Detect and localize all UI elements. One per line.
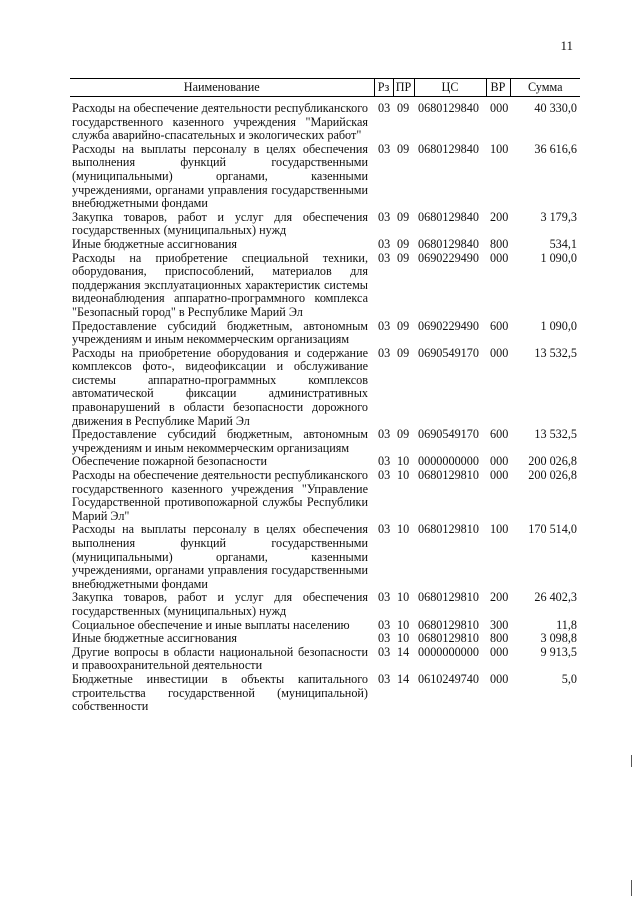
row-pr: 09: [397, 209, 410, 224]
row-vr: 800: [490, 631, 509, 646]
row-name: Расходы на обеспечение деятельности республиканского государственного казенного учреждения "Управление Государственной противопожарной службы Республики Марий Эл": [72, 468, 368, 523]
row-sum: 1 090,0: [540, 318, 577, 333]
table-header: [70, 79, 580, 97]
col-header-vr: ВР: [486, 79, 510, 97]
col-header-rz: Рз: [374, 79, 393, 97]
row-cs: 0680129810: [418, 590, 479, 605]
row-rz: 03: [378, 236, 391, 251]
row-cs: 0690549170: [418, 345, 479, 360]
row-vr: 800: [490, 236, 509, 251]
row-sum: 36 616,6: [534, 141, 577, 156]
table-row: [70, 673, 580, 714]
table-row: [70, 455, 580, 469]
row-vr: 000: [490, 345, 509, 360]
table-row: [70, 619, 580, 633]
table-row: [70, 632, 580, 646]
row-name: Обеспечение пожарной безопасности: [72, 454, 268, 469]
row-rz: 03: [378, 318, 391, 333]
row-name: Иные бюджетные ассигнования: [72, 236, 238, 251]
row-name: Закупка товаров, работ и услуг для обеспечения государственных (муниципальных) нужд: [72, 590, 368, 618]
row-name: Иные бюджетные ассигнования: [72, 631, 238, 646]
row-vr: 200: [490, 590, 509, 605]
row-rz: 03: [378, 427, 391, 442]
row-vr: 000: [490, 101, 509, 115]
row-sum: 40 330,0: [534, 101, 577, 115]
row-rz: 03: [378, 345, 391, 360]
row-sum: 11,8: [556, 617, 577, 632]
row-name: Предоставление субсидий бюджетным, автономным учреждениям и иным некоммерческим организациям: [72, 427, 368, 455]
row-pr: 09: [397, 427, 410, 442]
row-sum: 170 514,0: [528, 522, 577, 537]
row-cs: 0680129810: [418, 522, 479, 537]
row-pr: 14: [397, 644, 410, 659]
row-vr: 100: [490, 522, 509, 537]
row-sum: 200 026,8: [528, 468, 577, 483]
row-pr: 09: [397, 345, 410, 360]
row-cs: 0690229490: [418, 318, 479, 333]
col-header-sum: Сумма: [510, 79, 580, 97]
row-sum: 1 090,0: [540, 250, 577, 265]
table-row: [70, 646, 580, 673]
row-pr: 14: [397, 671, 410, 686]
row-name: Расходы на выплаты персоналу в целях обеспечения выполнения функций государственными (муниципальными) органами, казенными учреждениями, органами управления государственными внебюджетными фондами: [72, 141, 368, 211]
table-row: [70, 252, 580, 320]
row-rz: 03: [378, 141, 391, 156]
row-sum: 3 179,3: [540, 209, 577, 224]
row-cs: 0680129840: [418, 141, 479, 156]
margin-mark: [631, 755, 632, 767]
row-rz: 03: [378, 468, 391, 483]
row-name: Предоставление субсидий бюджетным, автономным учреждениям и иным некоммерческим организациям: [72, 318, 368, 347]
row-name: Другие вопросы в области национальной безопасности и правоохранительной деятельности: [72, 644, 368, 673]
row-pr: 09: [397, 101, 410, 115]
table-row: [70, 211, 580, 238]
table-row: [70, 320, 580, 347]
row-cs: 0000000000: [418, 644, 479, 659]
row-vr: 000: [490, 671, 509, 686]
row-rz: 03: [378, 250, 391, 265]
row-rz: 03: [378, 209, 391, 224]
row-rz: 03: [378, 522, 391, 537]
row-cs: 0680129810: [418, 631, 479, 646]
row-pr: 09: [397, 236, 410, 251]
row-vr: 300: [490, 617, 509, 632]
row-vr: 000: [490, 468, 509, 483]
table-row: [70, 347, 580, 429]
table-row: [70, 469, 580, 523]
row-vr: 000: [490, 454, 509, 469]
row-cs: 0610249740: [418, 671, 479, 686]
row-rz: 03: [378, 631, 391, 646]
col-header-cs: ЦС: [414, 79, 486, 97]
row-sum: 200 026,8: [528, 454, 577, 469]
row-pr: 10: [397, 590, 410, 605]
row-sum: 26 402,3: [534, 590, 577, 605]
row-name: Расходы на приобретение оборудования и содержание комплексов фото-, видеофиксации и обслуживание системы аппаратно-программных комплексов автоматической фиксации административных правонарушений в области безопасности дорожного движения в Республике Марий Эл: [72, 345, 368, 428]
row-vr: 000: [490, 644, 509, 659]
row-name: Расходы на приобретение специальной техники, оборудования, приспособлений, материалов для поддержания эксплуатационных характеристик системы видеонаблюдения аппаратно-программного комплекса "Безопасный город" в Республике Марий Эл: [72, 250, 368, 319]
row-pr: 10: [397, 631, 410, 646]
row-name: Расходы на обеспечение деятельности республиканского государственного казенного учреждения "Марийская служба аварийно-спасательных и экологических работ": [72, 101, 368, 143]
row-rz: 03: [378, 644, 391, 659]
row-vr: 600: [490, 318, 509, 333]
margin-mark: [631, 880, 632, 896]
row-name: Расходы на выплаты персоналу в целях обеспечения выполнения функций государственными (муниципальными) органами, казенными учреждениями, органами управления государственными внебюджетными фондами: [72, 522, 368, 591]
row-vr: 100: [490, 141, 509, 156]
table-row: [70, 428, 580, 455]
row-pr: 10: [397, 468, 410, 483]
table-row: [70, 97, 580, 143]
row-sum: 13 532,5: [534, 427, 577, 442]
row-name: Социальное обеспечение и иные выплаты населению: [72, 617, 350, 632]
row-cs: 0680129840: [418, 101, 479, 115]
row-cs: 0690229490: [418, 250, 479, 265]
row-cs: 0680129810: [418, 617, 479, 632]
row-sum: 13 532,5: [534, 345, 577, 360]
row-cs: 0680129840: [418, 209, 479, 224]
row-vr: 600: [490, 427, 509, 442]
row-sum: 534,1: [549, 236, 577, 251]
table-body: [70, 97, 580, 714]
page-number: 11: [560, 38, 573, 53]
table-row: [70, 238, 580, 252]
table-row: [70, 143, 580, 211]
row-rz: 03: [378, 454, 391, 469]
table-row: [70, 591, 580, 618]
row-sum: 9 913,5: [540, 644, 577, 659]
row-rz: 03: [378, 101, 391, 115]
row-rz: 03: [378, 671, 391, 686]
row-cs: 0690549170: [418, 427, 479, 442]
col-header-name: Наименование: [70, 79, 374, 97]
row-sum: 5,0: [561, 671, 577, 686]
row-cs: 0680129840: [418, 236, 479, 251]
table-row: [70, 523, 580, 591]
row-pr: 10: [397, 454, 410, 469]
row-vr: 000: [490, 250, 509, 265]
row-cs: 0680129810: [418, 468, 479, 483]
row-pr: 10: [397, 617, 410, 632]
col-header-pr: ПР: [393, 79, 414, 97]
row-name: Закупка товаров, работ и услуг для обеспечения государственных (муниципальных) нужд: [72, 209, 368, 238]
row-name: Бюджетные инвестиции в объекты капитального строительства государственной (муниципальной) собственности: [72, 671, 368, 714]
budget-table: [70, 78, 580, 714]
row-pr: 09: [397, 250, 410, 265]
row-cs: 0000000000: [418, 454, 479, 469]
row-pr: 09: [397, 141, 410, 156]
row-pr: 09: [397, 318, 410, 333]
row-sum: 3 098,8: [540, 631, 577, 646]
row-vr: 200: [490, 209, 509, 224]
row-rz: 03: [378, 617, 391, 632]
row-rz: 03: [378, 590, 391, 605]
row-pr: 10: [397, 522, 410, 537]
